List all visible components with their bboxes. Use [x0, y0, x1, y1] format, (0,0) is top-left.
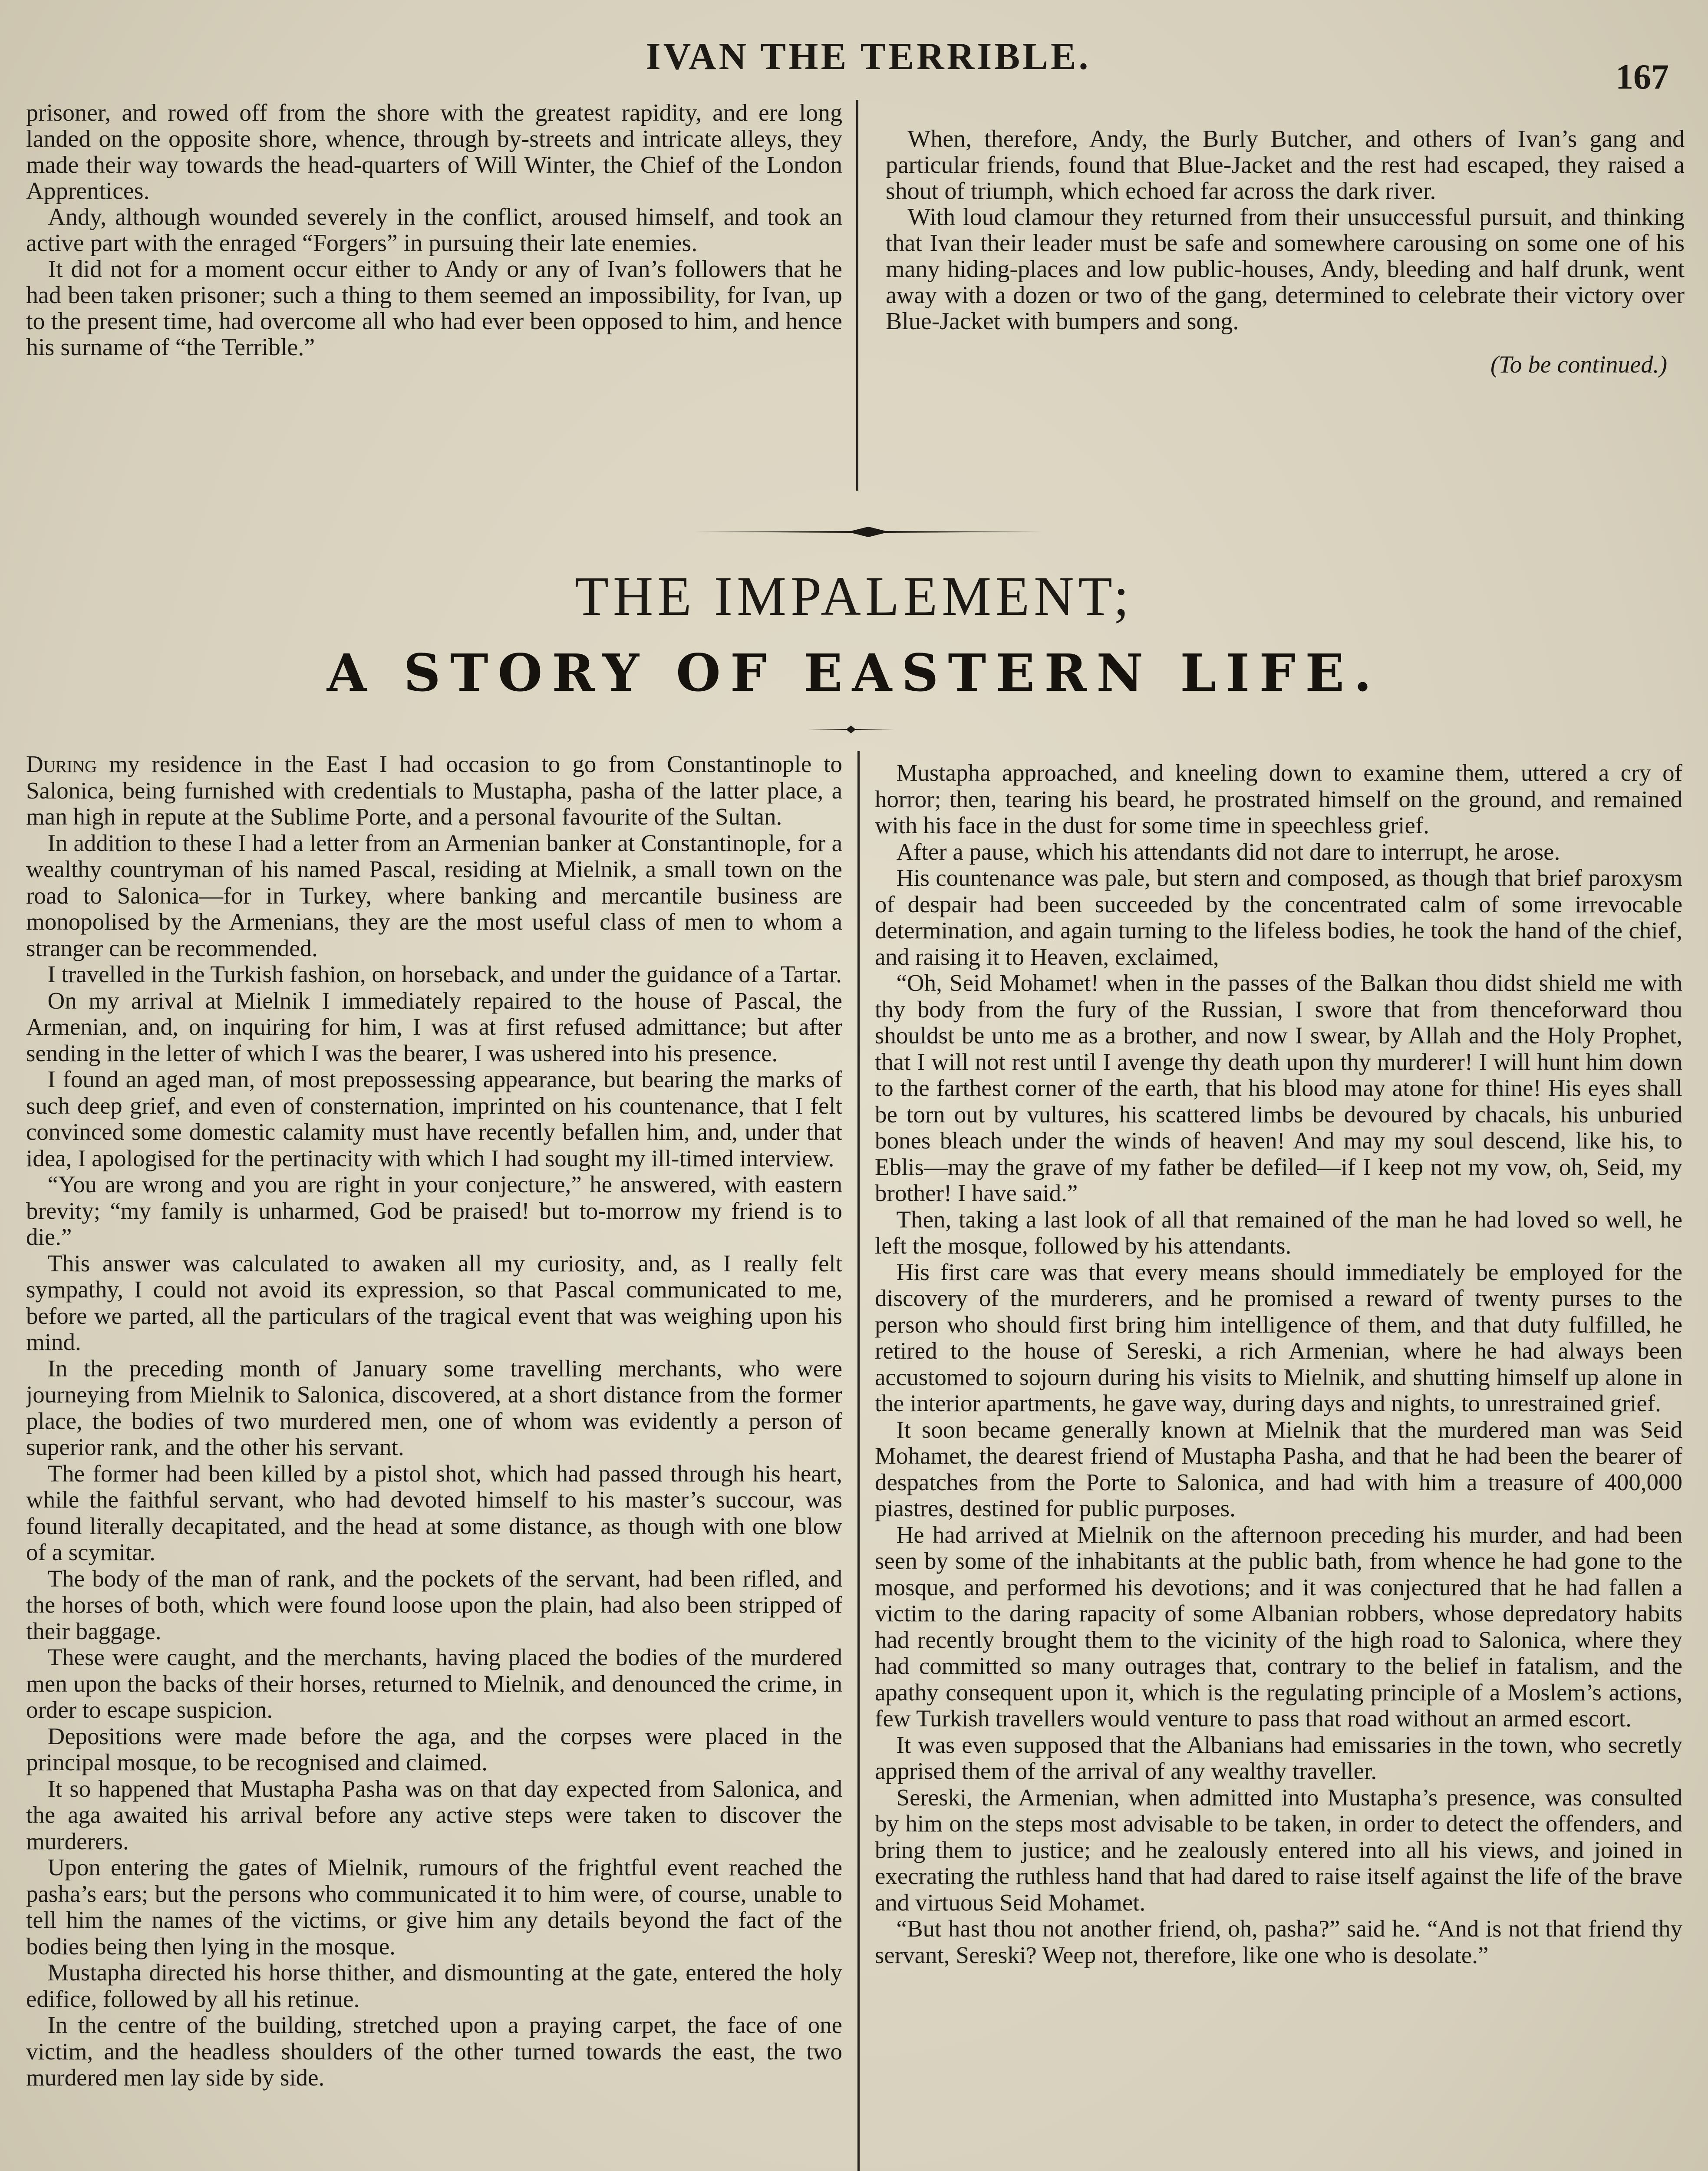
- paragraph: Andy, although wounded severely in the conflict, aroused himself, and took an active part with the enraged “Forgers” in pursuing their late enemies.: [26, 204, 842, 257]
- paragraph: The former had been killed by a pistol shot, which had passed through his heart, while the faithful servant, who had devoted himself to his master’s succour, was found literally decapitated, and the head at some distance, as though with one blow of a scymitar.: [26, 1460, 842, 1565]
- paragraph: The body of the man of rank, and the pockets of the servant, had been rifled, and the horses of both, which were found loose upon the plain, had also been stripped of their baggage.: [26, 1565, 842, 1644]
- paragraph: It did not for a moment occur either to Andy or any of Ivan’s followers that he had been taken prisoner; such a thing to them seemed an impossibility, for Ivan, up to the present time, had overcome all who had ever been opposed to him, and hence his surname of “the Terrible.”: [26, 256, 842, 361]
- running-title: IVAN THE TERRIBLE.: [646, 36, 1091, 78]
- paragraph: “You are wrong and you are right in your conjecture,” he answered, with eastern brevity; “my family is unharmed, God be praised! but to-morrow my friend is to die.”: [26, 1171, 842, 1250]
- paragraph: prisoner, and rowed off from the shore with the greatest rapidity, and ere long landed on the opposite shore, whence, through by-streets and intricate alleys, they made their way towards the head-quarters of Will Winter, the Chief of the London Apprentices.: [26, 100, 842, 205]
- paragraph: After a pause, which his attendants did not dare to interrupt, he arose.: [896, 838, 1560, 865]
- story-right-column: [875, 760, 1682, 2171]
- opening-paragraph-text: my residence in the East I had occasion to go from Constantinople to Salonica, being furnished with credentials to Mustapha, pasha of the latter place, a man high in repute at the Sublime Porte, and a personal favourite of the Sultan.: [26, 751, 842, 830]
- story-subtitle: A STORY OF EASTERN LIFE.: [326, 643, 1382, 703]
- paragraph: His first care was that every means should immediately be employed for the discovery of the murderers, and he promised a reward of twenty purses to the person who should first bring him intelligence of them, and that duty fulfilled, he retired to the house of Sereski, a rich Armenian, where he had always been accustomed to sojourn during his visits to Mielnik, and shutting himself up alone in the interior apartments, he gave way, during days and nights, to unrestrained grief.: [875, 1258, 1682, 1416]
- paragraph: He had arrived at Mielnik on the afternoon preceding his murder, and had been seen by some of the inhabitants at the public bath, from whence he had gone to the mosque, and performed his devotions; and it was conjectured that he had fallen a victim to the daring rapacity of some Albanian robbers, whose depredatory habits had recently brought them to the vicinity of the high road to Salonica, where they had committed so many outrages that, contrary to the belief in fatalism, and the apathy consequent upon it, which is the regulating principle of a Moslem’s actions, few Turkish travellers would venture to pass that road without an armed escort.: [875, 1521, 1682, 1732]
- previous-story-left-column: [26, 100, 842, 499]
- story-left-column: [26, 751, 842, 2171]
- paragraph: On my arrival at Mielnik I immediately repaired to the house of Pascal, the Armenian, and, on inquiring for him, I was at first refused admittance; but after sending in the letter of which I was the bearer, I was ushered into his presence.: [26, 987, 842, 1066]
- paragraph: His countenance was pale, but stern and composed, as though that brief paroxysm of despair had been succeeded by the concentrated calm of some irrevocable determination, and again turning to the lifeless bodies, he took the hand of the chief, and raising it to Heaven, exclaimed,: [875, 864, 1682, 970]
- section-ornament-rule: [695, 523, 1042, 541]
- story-body: [26, 751, 1685, 2171]
- page-number: 167: [1616, 57, 1669, 96]
- paragraph: It was even supposed that the Albanians had emissaries in the town, who secretly apprised them of the arrival of any wealthy traveller.: [875, 1731, 1682, 1784]
- paragraph: “But hast thou not another friend, oh, pasha?” said he. “And is not that friend thy servant, Sereski? Weep not, therefore, like one who is desolate.”: [875, 1915, 1682, 1968]
- paragraph: Mustapha approached, and kneeling down to examine them, uttered a cry of horror; then, tearing his beard, he prostrated himself on the ground, and remained with his face in the dust for some time in speechless grief.: [875, 760, 1682, 838]
- paragraph: Mustapha directed his horse thither, and dismounting at the gate, entered the holy edifice, followed by all his retinue.: [26, 1959, 842, 2012]
- story-title: THE IMPALEMENT;: [574, 565, 1134, 627]
- small-ornament: [808, 723, 894, 736]
- paragraph: With loud clamour they returned from their unsuccessful pursuit, and thinking that Ivan their leader must be safe and somewhere carousing on some one of his many hiding-places and low public-houses, Andy, bleeding and half drunk, went away with a dozen or two of the gang, determined to celebrate their victory over Blue-Jacket with bumpers and song.: [886, 204, 1685, 335]
- column-divider: [857, 751, 860, 2171]
- to-be-continued: (To be continued.): [1490, 351, 1667, 378]
- paragraph: Then, taking a last look of all that remained of the man he had loved so well, he left the mosque, followed by his attendants.: [875, 1206, 1682, 1259]
- paragraph: In addition to these I had a letter from an Armenian banker at Constantinople, for a wealthy countryman of his named Pascal, residing at Mielnik, a small town on the road to Salonica—for in Turkey, where banking and mercantile business are monopolised by the Armenians, they are the most useful class of men to whom a stranger can be recommended.: [26, 829, 842, 961]
- paragraph: Upon entering the gates of Mielnik, rumours of the frightful event reached the pasha’s ears; but the persons who communicated it to him were, of course, unable to tell him the names of the victims, or give him any details beyond the fact of the bodies being then lying in the mosque.: [26, 1854, 842, 1960]
- paragraph: It so happened that Mustapha Pasha was on that day expected from Salonica, and the aga awaited his arrival before any active steps were taken to discover the murderers.: [26, 1775, 842, 1854]
- paragraph: Sereski, the Armenian, when admitted into Mustapha’s presence, was consulted by him on the steps most advisable to be taken, in order to detect the offenders, and bring them to justice; and he zealously entered into all his views, and joined in execrating the ruthless hand that had dared to raise itself against the life of the brave and virtuous Seid Mohamet.: [875, 1784, 1682, 1916]
- paragraph: “Oh, Seid Mohamet! when in the passes of the Balkan thou didst shield me with thy body from the fury of the Russian, I swore that from thenceforward thou shouldst be unto me as a brother, and now I swear, by Allah and the Holy Prophet, that I will not rest until I avenge thy death upon thy murderer! I will hunt him down to the farthest corner of the earth, that his blood may atone for thine! His eyes shall be torn out by vultures, his scattered limbs be devoured by chacals, his unburied bones bleach under the winds of heaven! And may my soul descend, like his, to Eblis—may the grave of my father be defiled—if I keep not my vow, oh, Seid, my brother! I have said.”: [875, 970, 1682, 1206]
- paragraph: I found an aged man, of most prepossessing appearance, but bearing the marks of such deep grief, and even of consternation, imprinted on his countenance, that I felt convinced some domestic calamity must have recently befallen him, and, under that idea, I apologised for the pertinacity with which I had sought my ill-timed interview.: [26, 1066, 842, 1171]
- paragraph: This answer was calculated to awaken all my curiosity, and, as I really felt sympathy, I could not avoid its expression, so that Pascal communicated to me, before we parted, all the particulars of the tragical event that was weighing upon his mind.: [26, 1250, 842, 1355]
- paragraph: It soon became generally known at Mielnik that the murdered man was Seid Mohamet, the dearest friend of Mustapha Pasha, and that he had been the bearer of despatches from the Porte to Salonica, and had with him a treasure of 400,000 piastres, destined for public purposes.: [875, 1416, 1682, 1521]
- drop-word: During: [26, 751, 97, 777]
- paragraph: In the preceding month of January some travelling merchants, who were journeying from Mielnik to Salonica, discovered, at a short distance from the former place, the bodies of two murdered men, one of whom was evidently a person of superior rank, and the other his servant.: [26, 1355, 842, 1460]
- opening-paragraph: [26, 751, 842, 830]
- paragraph: Depositions were made before the aga, and the corpses were placed in the principal mosque, to be recognised and claimed.: [26, 1722, 842, 1775]
- paragraph: When, therefore, Andy, the Burly Butcher, and others of Ivan’s gang and particular friends, found that Blue-Jacket and the rest had escaped, they raised a shout of triumph, which echoed far across the dark river.: [886, 126, 1685, 205]
- column-divider: [856, 100, 858, 491]
- paragraph: These were caught, and the merchants, having placed the bodies of the murdered men upon the backs of their horses, returned to Mielnik, and denounced the crime, in order to escape suspicion.: [26, 1644, 842, 1723]
- previous-story-right-column: [886, 126, 1685, 504]
- paragraph: I travelled in the Turkish fashion, on horseback, and under the guidance of a Tartar.: [47, 961, 842, 987]
- page-header: [0, 26, 1708, 96]
- previous-story-section: [26, 100, 1685, 504]
- paragraph: In the centre of the building, stretched upon a praying carpet, the face of one victim, and the headless shoulders of the other turned towards the east, the two murdered men lay side by side.: [26, 2012, 842, 2091]
